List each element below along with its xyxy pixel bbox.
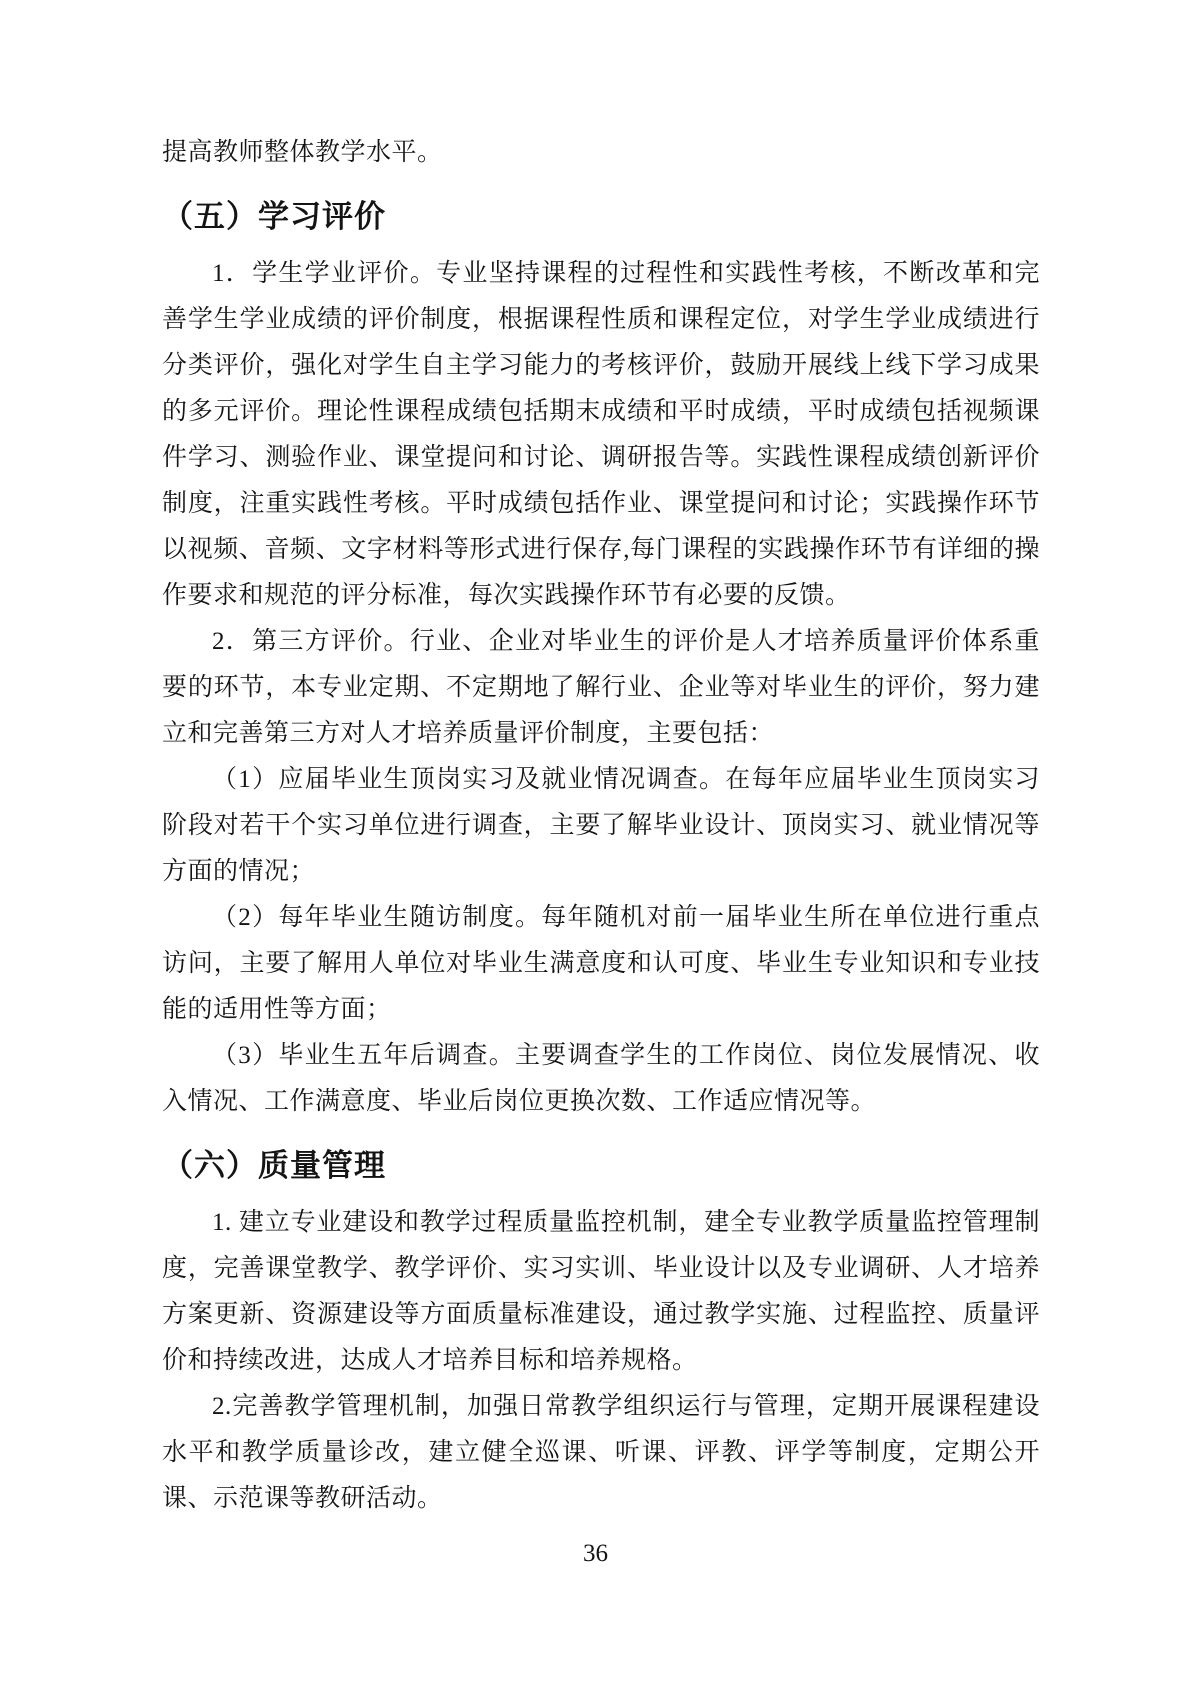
paragraph-student-academic-evaluation: 1．学生学业评价。专业坚持课程的过程性和实践性考核，不断改革和完善学生学业成绩的评价制度，根据课程性质和课程定位，对学生学业成绩进行分类评价，强化对学生自主学习能力的考核评价，鼓励开展线上线下学习成果的多元评价。理论性课程成绩包括期末成绩和平时成绩，平时成绩包括视频课件学习、测验作业、课堂提问和讨论、调研报告等。实践性课程成绩创新评价制度，注重实践性考核。平时成绩包括作业、课堂提问和讨论；实践操作环节以视频、音频、文字材料等形式进行保存,每门课程的实践操作环节有详细的操作要求和规范的评分标准，每次实践操作环节有必要的反馈。 bbox=[162, 260, 1040, 609]
paragraph-third-party-evaluation: 2．第三方评价。行业、企业对毕业生的评价是人才培养质量评价体系重要的环节，本专业定期、不定期地了解行业、企业等对毕业生的评价，努力建立和完善第三方对人才培养质量评价制度，主要包括： bbox=[162, 628, 1040, 747]
section-heading-quality-management: （六）质量管理 bbox=[162, 1148, 386, 1183]
page-number: 36 bbox=[583, 1540, 608, 1567]
paragraph-quality-monitoring-mechanism: 1. 建立专业建设和教学过程质量监控机制，建全专业教学质量监控管理制度，完善课堂教学、教学评价、实习实训、毕业设计以及专业调研、人才培养方案更新、资源建设等方面质量标准建设，通过教学实施、过程监控、质量评价和持续改进，达成人才培养目标和培养规格。 bbox=[162, 1209, 1040, 1374]
section-heading-learning-evaluation: （五）学习评价 bbox=[162, 199, 386, 234]
paragraph-internship-employment-survey: （1）应届毕业生顶岗实习及就业情况调查。在每年应届毕业生顶岗实习阶段对若干个实习单位进行调查，主要了解毕业设计、顶岗实习、就业情况等方面的情况； bbox=[162, 766, 1040, 885]
paragraph-teaching-management-mechanism: 2.完善教学管理机制，加强日常教学组织运行与管理，定期开展课程建设水平和教学质量诊改，建立健全巡课、听课、评教、评学等制度，定期公开课、示范课等教研活动。 bbox=[162, 1393, 1040, 1512]
paragraph-graduate-follow-up: （2）每年毕业生随访制度。每年随机对前一届毕业生所在单位进行重点访问，主要了解用人单位对毕业生满意度和认可度、毕业生专业知识和专业技能的适用性等方面； bbox=[162, 904, 1040, 1023]
intro-paragraph: 提高教师整体教学水平。 bbox=[162, 139, 443, 166]
document-content bbox=[162, 130, 1040, 1522]
paragraph-five-year-survey: （3）毕业生五年后调查。主要调查学生的工作岗位、岗位发展情况、收入情况、工作满意度、毕业后岗位更换次数、工作适应情况等。 bbox=[162, 1042, 1040, 1115]
